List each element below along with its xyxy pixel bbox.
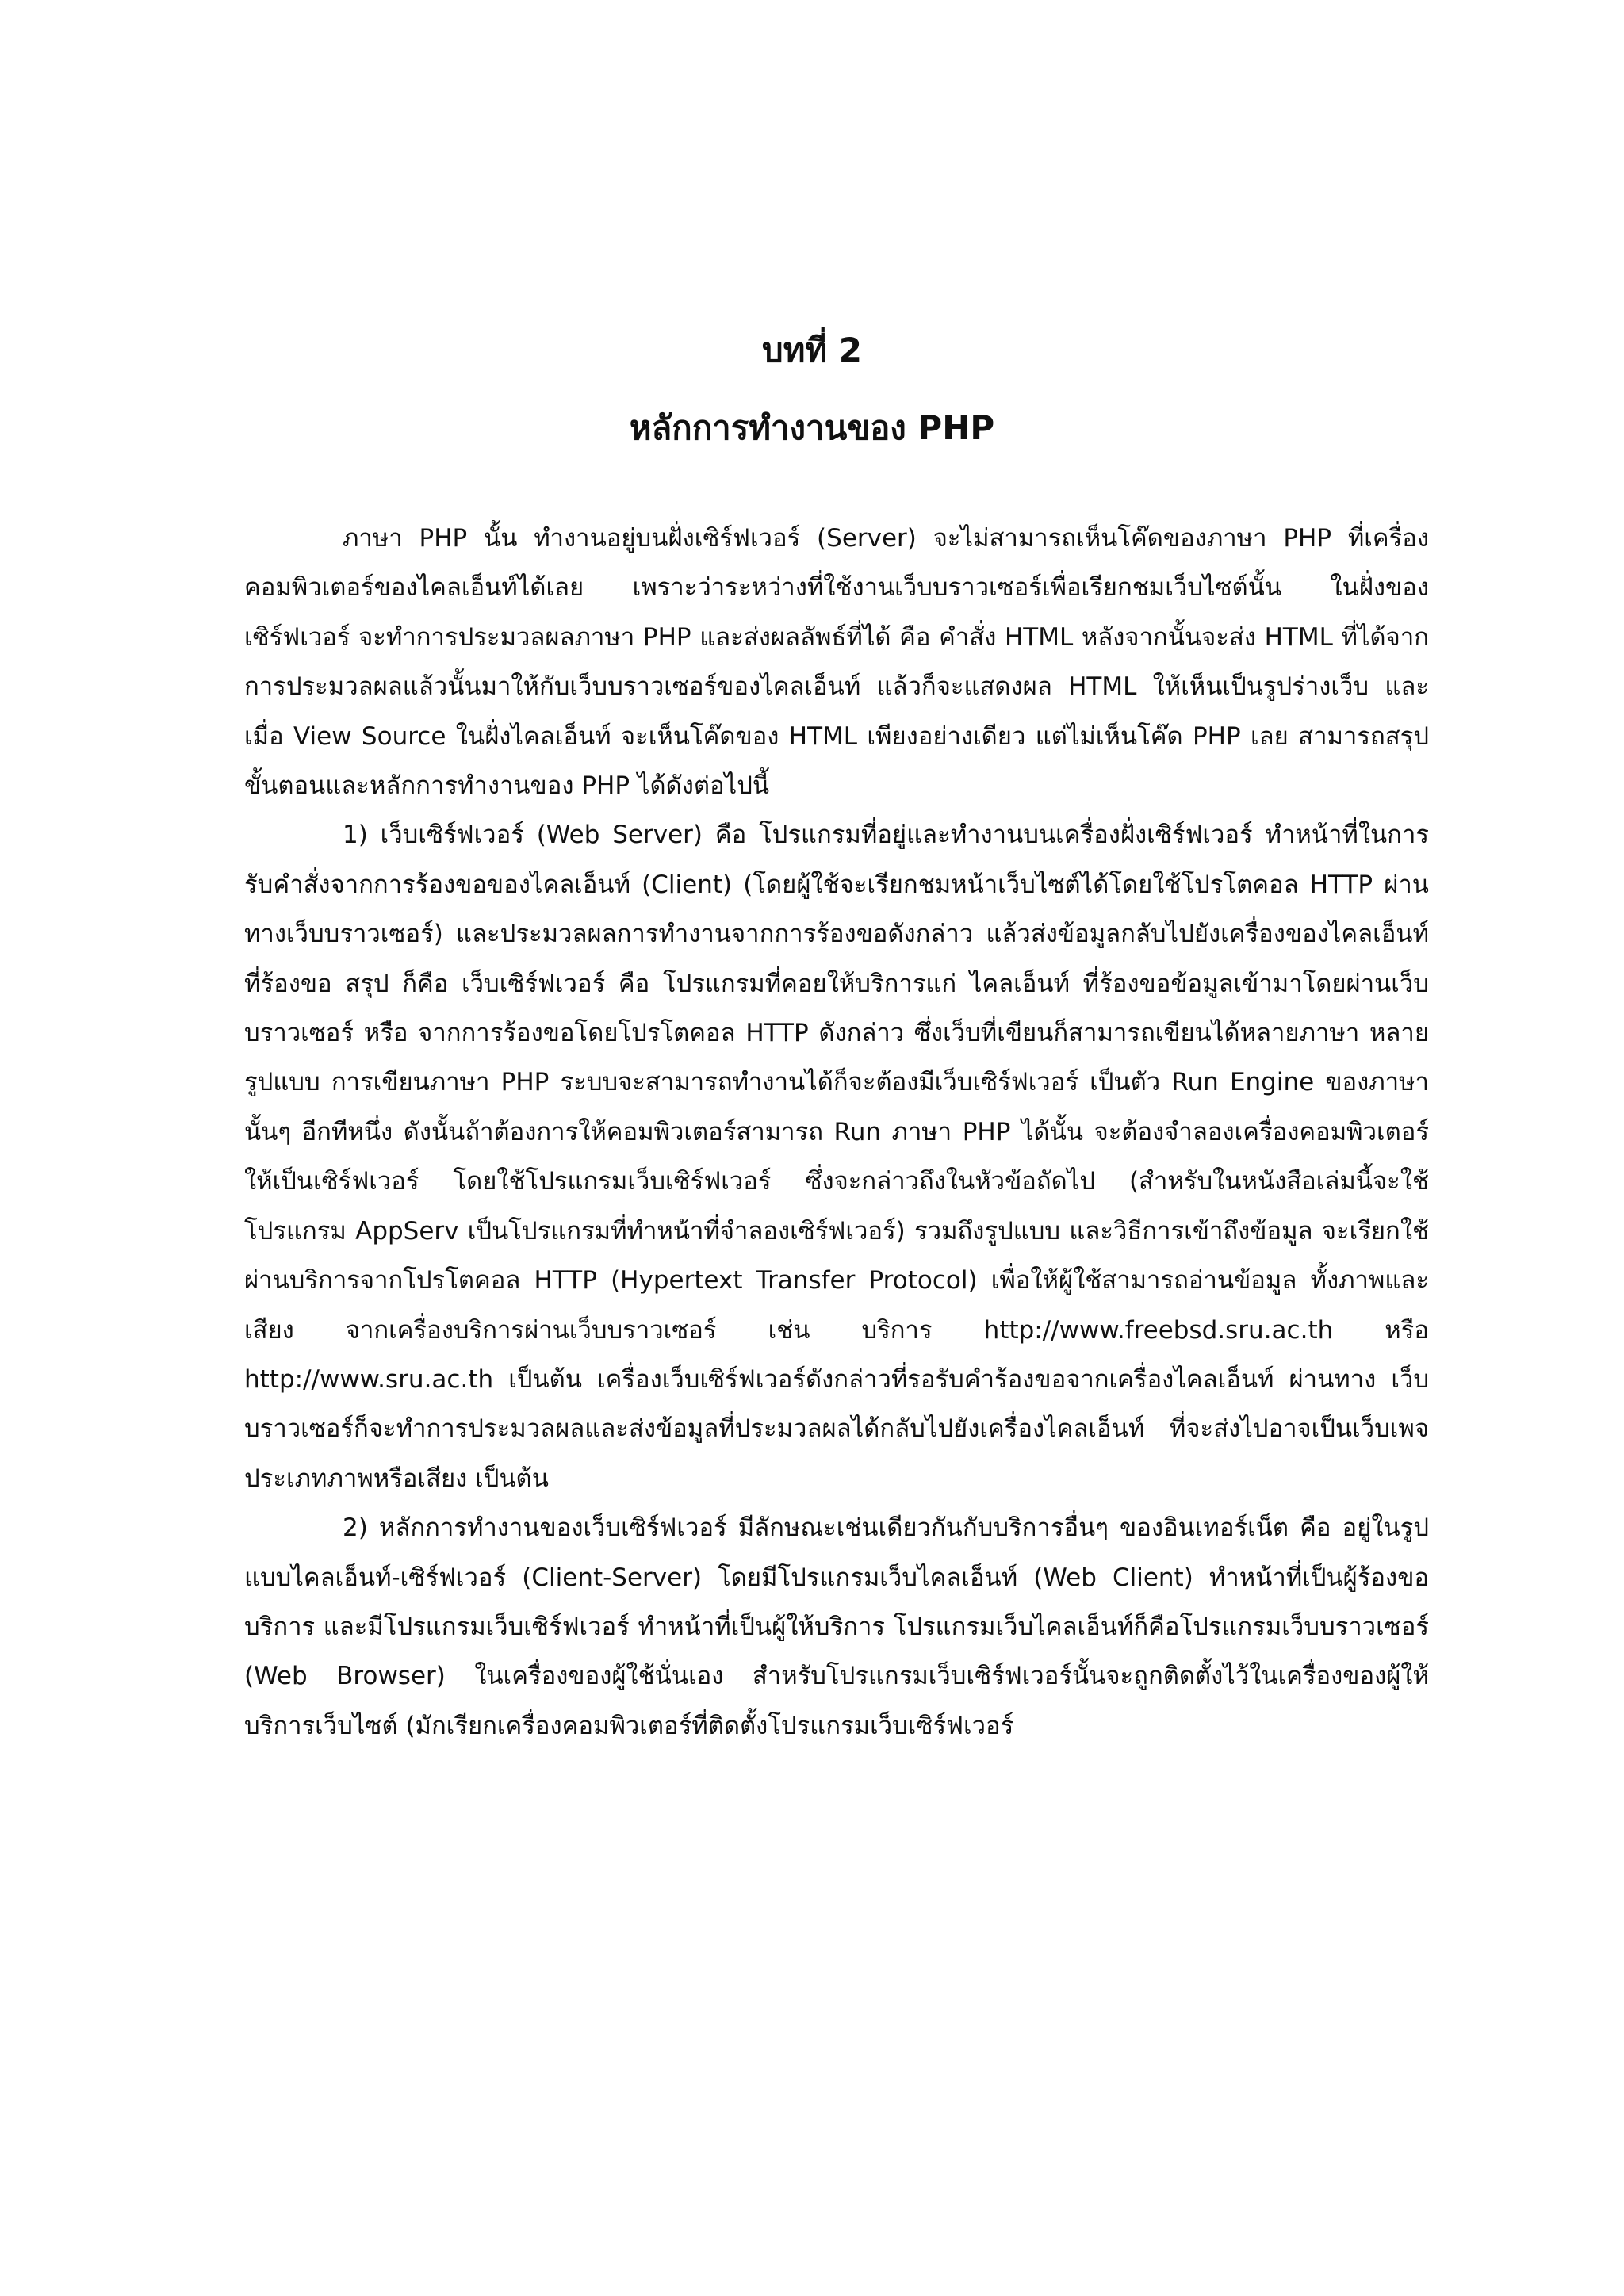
chapter-number: บทที่ 2 [762, 331, 862, 369]
paragraph-intro: ภาษา PHP นั้น ทำงานอยู่บนฝั่งเซิร์ฟเวอร์ (Server) จะไม่สามารถเห็นโค๊ดของภาษา PHP ที่เครื่องคอมพิวเตอร์ของไคลเอ็นท์ได้เลย เพราะว่าระหว่างที่ใช้งานเว็บบราวเซอร์เพื่อเรียกชมเว็บไซต์นั้น ในฝั่งของเซิร์ฟเวอร์ จะทำการประมวลผลภาษา PHP และส่งผลลัพธ์ที่ได้ คือ คำสั่ง HTML หลังจากนั้นจะส่ง HTML ที่ได้จากการประมวลผลแล้วนั้นมาให้กับเว็บบราวเซอร์ของไคลเอ็นท์ แล้วก็จะแสดงผล HTML ให้เห็นเป็นรูปร่างเว็บ และเมื่อ View Source ในฝั่งไคลเอ็นท์ จะเห็นโค๊ดของ HTML เพียงอย่างเดียว แต่ไม่เห็นโค๊ด PHP เลย สามารถสรุปขั้นตอนและหลักการทำงานของ PHP ได้ดังต่อไปนี้ [244, 524, 1429, 801]
chapter-title: หลักการทำงานของ PHP [629, 408, 995, 447]
paragraph-item-1: 1) เว็บเซิร์ฟเวอร์ (Web Server) คือ โปรแกรมที่อยู่และทำงานบนเครื่องฝั่งเซิร์ฟเวอร์ ทำหน้าที่ในการรับคำสั่งจากการร้องขอของไคลเอ็นท์ (Client) (โดยผู้ใช้จะเรียกชมหน้าเว็บไซต์ได้โดยใช้โปรโตคอล HTTP ผ่านทางเว็บบราวเซอร์) และประมวลผลการทำงานจากการร้องขอดังกล่าว แล้วส่งข้อมูลกลับไปยังเครื่องของไคลเอ็นท์ ที่ร้องขอ สรุป ก็คือ เว็บเซิร์ฟเวอร์ คือ โปรแกรมที่คอยให้บริการแก่ ไคลเอ็นท์ ที่ร้องขอข้อมูลเข้ามาโดยผ่านเว็บบราวเซอร์ หรือ จากการร้องขอโดยโปรโตคอล HTTP ดังกล่าว ซึ่งเว็บที่เขียนก็สามารถเขียนได้หลายภาษา หลายรูปแบบ การเขียนภาษา PHP ระบบจะสามารถทำงานได้ก็จะต้องมีเว็บเซิร์ฟเวอร์ เป็นตัว Run Engine ของภาษานั้นๆ อีกทีหนึ่ง ดังนั้นถ้าต้องการให้คอมพิวเตอร์สามารถ Run ภาษา PHP ได้นั้น จะต้องจำลองเครื่องคอมพิวเตอร์ให้เป็นเซิร์ฟเวอร์ โดยใช้โปรแกรมเว็บเซิร์ฟเวอร์ ซึ่งจะกล่าวถึงในหัวข้อถัดไป (สำหรับในหนังสือเล่มนี้จะใช้โปรแกรม AppServ เป็นโปรแกรมที่ทำหน้าที่จำลองเซิร์ฟเวอร์) รวมถึงรูปแบบ และวิธีการเข้าถึงข้อมูล จะเรียกใช้ผ่านบริการจากโปรโตคอล HTTP (Hypertext Transfer Protocol) เพื่อให้ผู้ใช้สามารถอ่านข้อมูล ทั้งภาพและเสียง จากเครื่องบริการผ่านเว็บบราวเซอร์ เช่น บริการ http://www.freebsd.sru.ac.th หรือ http://www.sru.ac.th เป็นต้น เครื่องเว็บเซิร์ฟเวอร์ดังกล่าวที่รอรับคำร้องขอจากเครื่องไคลเอ็นท์ ผ่านทาง เว็บบราวเซอร์ก็จะทำการประมวลผลและส่งข้อมูลที่ประมวลผลได้กลับไปยังเครื่องไคลเอ็นท์ ที่จะส่งไปอาจเป็นเว็บเพจ ประเภทภาพหรือเสียง เป็นต้น [244, 821, 1429, 1493]
body-text [244, 514, 1429, 1751]
paragraph-item-2: 2) หลักการทำงานของเว็บเซิร์ฟเวอร์ มีลักษณะเช่นเดียวกันกับบริการอื่นๆ ของอินเทอร์เน็ต คือ อยู่ในรูปแบบไคลเอ็นท์-เซิร์ฟเวอร์ (Client-Server) โดยมีโปรแกรมเว็บไคลเอ็นท์ (Web Client) ทำหน้าที่เป็นผู้ร้องขอบริการ และมีโปรแกรมเว็บเซิร์ฟเวอร์ ทำหน้าที่เป็นผู้ให้บริการ โปรแกรมเว็บไคลเอ็นท์ก็คือโปรแกรมเว็บบราวเซอร์ (Web Browser) ในเครื่องของผู้ใช้นั่นเอง สำหรับโปรแกรมเว็บเซิร์ฟเวอร์นั้นจะถูกติดตั้งไว้ในเครื่องของผู้ให้บริการเว็บไซต์ (มักเรียกเครื่องคอมพิวเตอร์ที่ติดตั้งโปรแกรมเว็บเซิร์ฟเวอร์ [244, 1513, 1429, 1740]
